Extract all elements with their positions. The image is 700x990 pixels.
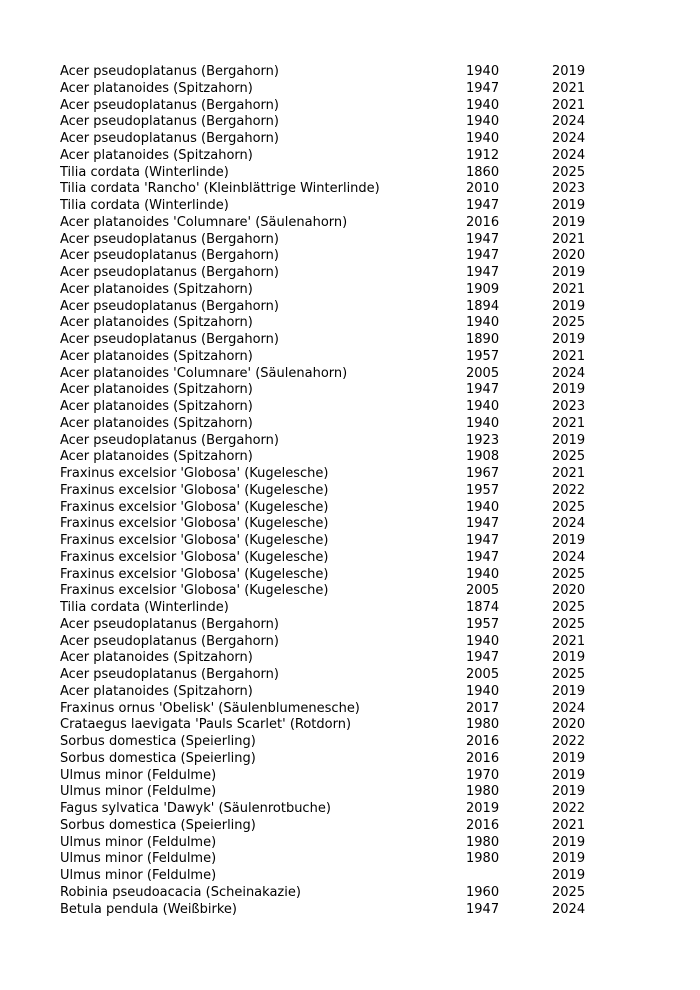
- inspection-year-cell: 2021: [552, 231, 586, 247]
- species-cell: Acer pseudoplatanus (Bergahorn): [60, 667, 279, 682]
- table-row: [60, 483, 620, 500]
- table-row: [60, 868, 620, 885]
- planting-year-cell: 2019: [466, 801, 500, 816]
- table-row: [60, 265, 620, 282]
- inspection-year-cell: 2019: [552, 265, 586, 280]
- species-cell: Sorbus domestica (Speierling): [60, 817, 256, 833]
- inspection-year-cell: 2025: [552, 884, 586, 900]
- planting-year-cell: 1912: [466, 147, 500, 163]
- planting-year-cell: [466, 868, 552, 885]
- planting-year-cell: 1940: [466, 415, 500, 431]
- inspection-year-cell: 2022: [552, 734, 586, 749]
- table-row: [60, 567, 620, 584]
- table-row: [60, 617, 620, 634]
- table-row: [60, 366, 620, 383]
- table-row: [60, 332, 620, 349]
- inspection-year-cell: 2019: [552, 683, 586, 699]
- species-cell: Acer pseudoplatanus (Bergahorn): [60, 298, 279, 314]
- species-cell: Fraxinus excelsior 'Globosa' (Kugelesche): [60, 533, 329, 548]
- planting-year-cell: 1947: [466, 248, 500, 264]
- species-cell: Crataegus laevigata 'Pauls Scarlet' (Rotdorn): [60, 717, 352, 733]
- species-cell: Acer platanoides (Spitzahorn): [60, 415, 253, 431]
- planting-year-cell: 1957: [466, 348, 500, 364]
- species-cell: Fraxinus excelsior 'Globosa' (Kugelesche): [60, 583, 329, 599]
- planting-year-cell: 1960: [466, 884, 500, 900]
- inspection-year-cell: 2019: [552, 214, 586, 230]
- inspection-year-cell: 2020: [552, 583, 586, 599]
- species-cell: Fraxinus excelsior 'Globosa' (Kugelesche): [60, 566, 329, 582]
- planting-year-cell: 1908: [466, 449, 500, 465]
- inspection-year-cell: 2019: [552, 851, 586, 867]
- planting-year-cell: 2016: [466, 214, 500, 230]
- species-cell: Ulmus minor (Feldulme): [60, 784, 217, 800]
- planting-year-cell: 1947: [466, 533, 500, 548]
- table-row: [60, 734, 620, 751]
- table-row: [60, 717, 620, 734]
- table-row: [60, 198, 620, 215]
- species-cell: Robinia pseudoacacia (Scheinakazie): [60, 884, 301, 900]
- table-row: [60, 215, 620, 232]
- inspection-year-cell: 2022: [552, 482, 586, 498]
- table-row: [60, 64, 620, 81]
- inspection-year-cell: 2025: [552, 600, 586, 615]
- inspection-year-cell: 2025: [552, 616, 586, 632]
- planting-year-cell: 1947: [466, 80, 500, 96]
- inspection-year-cell: 2019: [552, 784, 586, 800]
- species-cell: Acer platanoides (Spitzahorn): [60, 650, 253, 666]
- species-cell: Acer pseudoplatanus (Bergahorn): [60, 265, 279, 280]
- inspection-year-cell: 2024: [552, 114, 586, 130]
- species-cell: Acer platanoides (Spitzahorn): [60, 399, 253, 414]
- table-row: [60, 416, 620, 433]
- planting-year-cell: 2016: [466, 750, 500, 766]
- inspection-year-cell: 2025: [552, 315, 586, 331]
- species-cell: Acer pseudoplatanus (Bergahorn): [60, 97, 279, 113]
- table-row: [60, 818, 620, 835]
- planting-year-cell: 1947: [466, 231, 500, 247]
- table-row: [60, 835, 620, 852]
- table-row: [60, 299, 620, 316]
- table-row: [60, 583, 620, 600]
- inspection-year-cell: 2025: [552, 667, 586, 682]
- planting-year-cell: 1940: [466, 633, 500, 649]
- species-cell: Acer platanoides (Spitzahorn): [60, 449, 253, 465]
- inspection-year-cell: 2024: [552, 365, 586, 381]
- species-cell: Acer pseudoplatanus (Bergahorn): [60, 432, 279, 448]
- planting-year-cell: 1923: [466, 432, 500, 448]
- table-row: [60, 181, 620, 198]
- inspection-year-cell: 2024: [552, 131, 586, 146]
- table-row: [60, 533, 620, 550]
- species-cell: Acer platanoides (Spitzahorn): [60, 80, 253, 96]
- inspection-year-cell: 2019: [552, 382, 586, 398]
- table-row: [60, 315, 620, 332]
- table-row: [60, 851, 620, 868]
- planting-year-cell: 1947: [466, 901, 500, 917]
- table-row: [60, 98, 620, 115]
- table-row: [60, 751, 620, 768]
- inspection-year-cell: 2023: [552, 181, 586, 197]
- table-row: [60, 684, 620, 701]
- inspection-year-cell: 2024: [552, 901, 586, 917]
- planting-year-cell: 1947: [466, 516, 500, 532]
- planting-year-cell: 2005: [466, 365, 500, 381]
- table-row: [60, 449, 620, 466]
- species-cell: Tilia cordata (Winterlinde): [60, 600, 229, 615]
- planting-year-cell: 1940: [466, 315, 500, 331]
- species-cell: Sorbus domestica (Speierling): [60, 750, 256, 766]
- planting-year-cell: 1947: [466, 549, 500, 565]
- planting-year-cell: 1874: [466, 600, 500, 615]
- species-cell: Acer pseudoplatanus (Bergahorn): [60, 231, 279, 247]
- table-row: [60, 600, 620, 617]
- table-row: [60, 399, 620, 416]
- planting-year-cell: 1980: [466, 717, 500, 733]
- inspection-year-cell: 2021: [552, 97, 586, 113]
- planting-year-cell: 1940: [466, 97, 500, 113]
- species-cell: Tilia cordata (Winterlinde): [60, 164, 229, 180]
- species-cell: Acer platanoides 'Columnare' (Säulenahorn): [60, 365, 348, 381]
- species-cell: Fraxinus excelsior 'Globosa' (Kugelesche): [60, 516, 329, 532]
- inspection-year-cell: 2025: [552, 449, 586, 465]
- species-cell: Sorbus domestica (Speierling): [60, 734, 256, 749]
- planting-year-cell: 1957: [466, 616, 500, 632]
- inspection-year-cell: 2021: [552, 466, 586, 481]
- inspection-year-cell: 2022: [552, 801, 586, 816]
- table-row: [60, 500, 620, 517]
- species-cell: Acer platanoides (Spitzahorn): [60, 683, 253, 699]
- table-row: [60, 433, 620, 450]
- inspection-year-cell: 2024: [552, 147, 586, 163]
- table-row: [60, 701, 620, 718]
- species-cell: Acer pseudoplatanus (Bergahorn): [60, 131, 279, 146]
- species-cell: Acer pseudoplatanus (Bergahorn): [60, 332, 279, 347]
- planting-year-cell: 1909: [466, 281, 500, 297]
- table-row: [60, 801, 620, 818]
- species-cell: Tilia cordata (Winterlinde): [60, 198, 229, 213]
- species-cell: Acer platanoides (Spitzahorn): [60, 315, 253, 331]
- species-cell: Ulmus minor (Feldulme): [60, 868, 217, 883]
- table-row: [60, 667, 620, 684]
- inspection-year-cell: 2021: [552, 80, 586, 96]
- planting-year-cell: 1940: [466, 114, 500, 130]
- table-row: [60, 114, 620, 131]
- species-cell: Fraxinus excelsior 'Globosa' (Kugelesche): [60, 499, 329, 515]
- planting-year-cell: 1970: [466, 767, 500, 783]
- planting-year-cell: 1940: [466, 683, 500, 699]
- species-cell: Acer platanoides (Spitzahorn): [60, 281, 253, 297]
- planting-year-cell: 1947: [466, 650, 500, 666]
- inspection-year-cell: 2023: [552, 399, 586, 414]
- inspection-year-cell: 2025: [552, 164, 586, 180]
- table-row: [60, 248, 620, 265]
- species-cell: Acer pseudoplatanus (Bergahorn): [60, 64, 279, 79]
- planting-year-cell: 1894: [466, 298, 500, 314]
- species-cell: Betula pendula (Weißbirke): [60, 901, 237, 917]
- planting-year-cell: 1980: [466, 834, 500, 850]
- table-row: [60, 148, 620, 165]
- table-row: [60, 165, 620, 182]
- table-row: [60, 81, 620, 98]
- species-cell: Fraxinus excelsior 'Globosa' (Kugelesche): [60, 466, 329, 481]
- species-cell: Fagus sylvatica 'Dawyk' (Säulenrotbuche): [60, 801, 331, 816]
- species-cell: Acer pseudoplatanus (Bergahorn): [60, 633, 279, 649]
- inspection-year-cell: 2021: [552, 633, 586, 649]
- table-row: [60, 466, 620, 483]
- table-row: [60, 550, 620, 567]
- inspection-year-cell: 2025: [552, 499, 586, 515]
- planting-year-cell: 1947: [466, 382, 500, 398]
- inspection-year-cell: 2019: [552, 868, 586, 883]
- planting-year-cell: 2016: [466, 734, 500, 749]
- inspection-year-cell: 2020: [552, 717, 586, 733]
- table-row: [60, 650, 620, 667]
- inspection-year-cell: 2020: [552, 248, 586, 264]
- table-row: [60, 885, 620, 902]
- tree-table-body: [60, 64, 620, 918]
- planting-year-cell: 2010: [466, 181, 500, 197]
- table-row: [60, 232, 620, 249]
- species-cell: Acer platanoides (Spitzahorn): [60, 348, 253, 364]
- table-row: [60, 282, 620, 299]
- inspection-year-cell: 2024: [552, 700, 586, 716]
- species-cell: Fraxinus excelsior 'Globosa' (Kugelesche): [60, 482, 329, 498]
- planting-year-cell: 1860: [466, 164, 500, 180]
- inspection-year-cell: 2019: [552, 298, 586, 314]
- table-row: [60, 768, 620, 785]
- inspection-year-cell: 2021: [552, 415, 586, 431]
- planting-year-cell: 2017: [466, 700, 500, 716]
- inspection-year-cell: 2019: [552, 533, 586, 548]
- table-row: [60, 516, 620, 533]
- species-cell: Acer platanoides (Spitzahorn): [60, 147, 253, 163]
- inspection-year-cell: 2021: [552, 348, 586, 364]
- inspection-year-cell: 2019: [552, 432, 586, 448]
- inspection-year-cell: 2019: [552, 834, 586, 850]
- species-cell: Fraxinus ornus 'Obelisk' (Säulenblumenesche): [60, 700, 360, 716]
- planting-year-cell: 2005: [466, 583, 500, 599]
- inspection-year-cell: 2019: [552, 198, 586, 213]
- inspection-year-cell: 2019: [552, 650, 586, 666]
- table-row: [60, 784, 620, 801]
- species-cell: Tilia cordata 'Rancho' (Kleinblättrige Winterlinde): [60, 181, 380, 197]
- planting-year-cell: 1940: [466, 566, 500, 582]
- planting-year-cell: 1980: [466, 851, 500, 867]
- inspection-year-cell: 2019: [552, 332, 586, 347]
- species-cell: Fraxinus excelsior 'Globosa' (Kugelesche): [60, 549, 329, 565]
- inspection-year-cell: 2021: [552, 281, 586, 297]
- species-cell: Acer pseudoplatanus (Bergahorn): [60, 248, 279, 264]
- species-cell: Ulmus minor (Feldulme): [60, 851, 217, 867]
- planting-year-cell: 2016: [466, 817, 500, 833]
- planting-year-cell: 1940: [466, 399, 500, 414]
- inspection-year-cell: 2019: [552, 767, 586, 783]
- table-row: [60, 634, 620, 651]
- inspection-year-cell: 2021: [552, 817, 586, 833]
- species-cell: Acer pseudoplatanus (Bergahorn): [60, 616, 279, 632]
- planting-year-cell: 1947: [466, 198, 500, 213]
- inspection-year-cell: 2019: [552, 64, 586, 79]
- planting-year-cell: 1980: [466, 784, 500, 800]
- planting-year-cell: 1940: [466, 131, 500, 146]
- inspection-year-cell: 2019: [552, 750, 586, 766]
- planting-year-cell: 1957: [466, 482, 500, 498]
- table-row: [60, 349, 620, 366]
- planting-year-cell: 1890: [466, 332, 500, 347]
- table-row: [60, 131, 620, 148]
- planting-year-cell: 1940: [466, 64, 500, 79]
- planting-year-cell: 1947: [466, 265, 500, 280]
- planting-year-cell: 2005: [466, 667, 500, 682]
- inspection-year-cell: 2024: [552, 549, 586, 565]
- species-cell: Acer platanoides (Spitzahorn): [60, 382, 253, 398]
- species-cell: Ulmus minor (Feldulme): [60, 834, 217, 850]
- species-cell: Ulmus minor (Feldulme): [60, 767, 217, 783]
- species-cell: Acer pseudoplatanus (Bergahorn): [60, 114, 279, 130]
- inspection-year-cell: 2024: [552, 516, 586, 532]
- inspection-year-cell: 2025: [552, 566, 586, 582]
- planting-year-cell: 1967: [466, 466, 500, 481]
- species-cell: Acer platanoides 'Columnare' (Säulenahorn): [60, 214, 348, 230]
- table-row: [60, 902, 620, 919]
- table-row: [60, 382, 620, 399]
- tree-inventory-table: [60, 64, 620, 918]
- planting-year-cell: 1940: [466, 499, 500, 515]
